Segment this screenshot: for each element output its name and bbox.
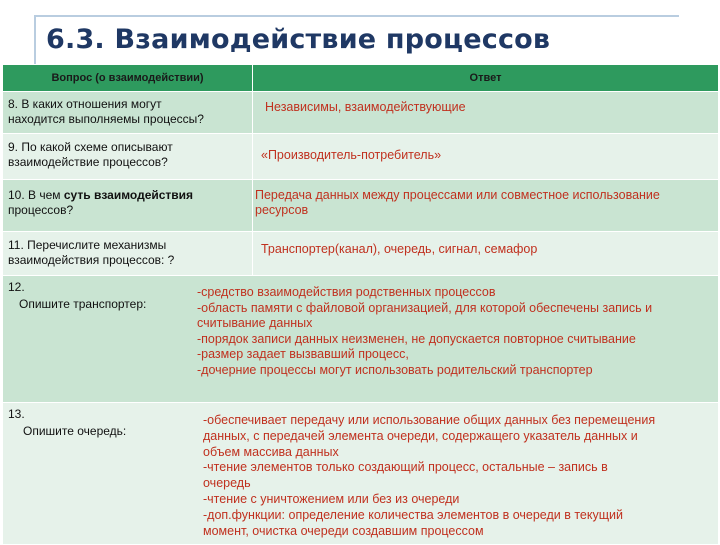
answer-text: -порядок записи данных неизменен, не допускается повторное считывание: [197, 331, 636, 346]
qa-table: [2, 64, 719, 545]
question-text: 8. В каких отношения могут: [8, 97, 162, 111]
question-cell: [3, 134, 253, 180]
table-row: [3, 232, 719, 276]
answer-text: ресурсов: [255, 203, 309, 217]
answer-text: момент, очистка очереди создавшим процессом: [203, 523, 484, 538]
answer-text: -чтение элементов только создающий процесс, остальные – запись в: [203, 460, 608, 475]
answer-text: Передача данных между процессами или совместное использование: [255, 188, 660, 202]
answer-text: Независимы, взаимодействующие: [265, 100, 466, 114]
answer-cell: [253, 134, 719, 180]
question-text: 10. В чем: [8, 188, 64, 202]
answer-text: объем массива данных: [203, 444, 339, 459]
answer-text: -размер задает вызвавший процесс,: [197, 347, 409, 361]
answer-text: -обеспечивает передачу или использование общих данных без перемещения: [203, 413, 656, 427]
answer-text: -область памяти с файловой организацией, для которой обеспечены запись и: [197, 300, 653, 315]
answer-text: Транспортер(канал), очередь, сигнал, семафор: [261, 242, 538, 256]
answer-text: данных, с передачей элемента очереди, содержащего указатель данных и: [203, 428, 638, 443]
title-top-rule: [34, 15, 679, 17]
table-row: [3, 276, 719, 403]
table-header-row: [3, 65, 719, 92]
merged-cell: [3, 403, 719, 545]
answer-text: -дочерние процессы могут использовать родительский транспортер: [197, 362, 593, 377]
header-question: Вопрос (о взаимодействии): [3, 65, 253, 92]
slide-title: 6.3. Взаимодействие процессов: [46, 24, 551, 55]
answer-text: очередь: [203, 476, 251, 491]
answer-cell: [253, 232, 719, 276]
answer-text: считывание данных: [197, 316, 313, 330]
answer-text: -доп.функции: определение количества элементов в очереди в текущий: [203, 507, 623, 522]
question-emphasis: суть взаимодействия: [63, 188, 194, 202]
question-cell: [3, 92, 253, 134]
question-text: взаимодействие процессов?: [8, 155, 168, 169]
answer-text: «Производитель-потребитель»: [261, 148, 442, 162]
question-text: Опишите транспортер:: [19, 297, 147, 311]
answer-text: -средство взаимодействия родственных процессов: [197, 285, 496, 299]
question-text: 11. Перечислите механизмы: [8, 238, 167, 252]
table-row: [3, 92, 719, 134]
table-row: [3, 134, 719, 180]
question-text: процессов?: [8, 203, 74, 217]
answer-cell: [253, 92, 719, 134]
answer-cell: [253, 180, 719, 232]
row-number: 12.: [8, 280, 25, 294]
question-text: находится выполняемы процессы?: [8, 112, 204, 126]
question-cell: [3, 232, 253, 276]
answer-text: -чтение с уничтожением или без из очереди: [203, 491, 460, 506]
header-answer: Ответ: [253, 65, 719, 92]
table-row: [3, 180, 719, 232]
question-text: 9. По какой схеме описывают: [8, 140, 173, 154]
question-text: Опишите очередь:: [23, 424, 127, 438]
table-row: [3, 403, 719, 545]
merged-cell: [3, 276, 719, 403]
row-number: 13.: [8, 407, 25, 421]
question-text: взаимодействия процессов: ?: [8, 253, 175, 267]
title-left-rule: [34, 15, 36, 67]
question-cell: [3, 180, 253, 232]
